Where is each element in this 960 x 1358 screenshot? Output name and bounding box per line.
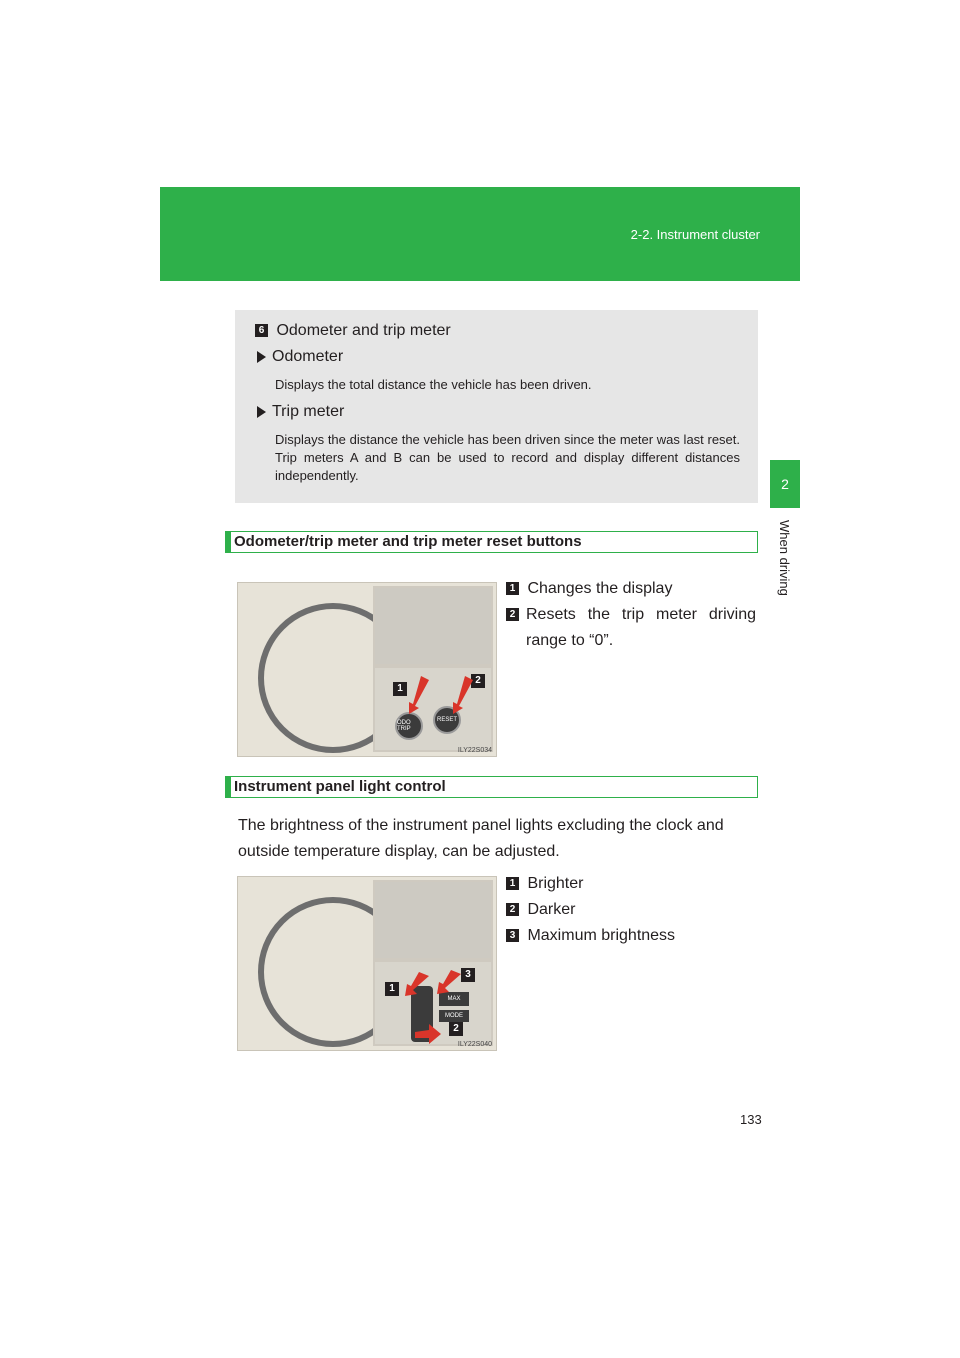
callout-1: 1 — [385, 982, 399, 996]
page-number: 133 — [740, 1112, 762, 1127]
section-heading-panel-light — [225, 776, 758, 798]
reset-button: RESET — [433, 706, 461, 734]
list-item-darker — [506, 897, 575, 923]
panel-closeup-inset — [373, 586, 493, 666]
section-header-title: 2-2. Instrument cluster — [630, 227, 760, 242]
list-item-1 — [506, 576, 672, 602]
list-item-maximum — [506, 923, 675, 949]
entry-trip-meter-text: Displays the distance the vehicle has been driven since the meter was last reset. Trip meters A and B can be used to record and display different distances independently. — [275, 432, 740, 483]
max-button: MAX — [439, 992, 469, 1006]
figure-code: ILY22S040 — [457, 1041, 492, 1048]
triangle-bullet-icon — [257, 351, 266, 363]
entry-odometer-label — [257, 348, 343, 366]
chapter-tab-label — [770, 520, 800, 640]
red-arrows-icon — [405, 676, 485, 716]
buttons-closeup-inset — [373, 666, 493, 752]
callout-1: 1 — [393, 682, 407, 696]
list-item-text: Maximum brightness — [527, 927, 676, 944]
entry-label: Odometer — [272, 348, 344, 365]
info-box — [235, 310, 758, 503]
list-item-2 — [506, 602, 756, 654]
entry-label: Trip meter — [272, 403, 345, 420]
chapter-tab-label-text: When driving — [777, 520, 792, 596]
entry-odometer-text: Displays the total distance the vehicle has been driven. — [275, 377, 592, 392]
number-marker-3: 3 — [506, 929, 519, 942]
list-item-text: Resets the trip meter driving range to “0”. — [526, 606, 756, 649]
number-marker-2: 2 — [506, 903, 519, 916]
entry-trip-meter-label — [257, 403, 344, 421]
triangle-bullet-icon — [257, 406, 266, 418]
mode-button: MODE — [439, 1010, 469, 1022]
callout-2: 2 — [449, 1022, 463, 1036]
section-body-text: The brightness of the instrument panel lights excluding the clock and outside temperature display, can be adjusted. — [238, 817, 724, 860]
figure-code: ILY22S034 — [457, 747, 492, 754]
list-item-text: Changes the display — [527, 580, 673, 597]
info-box-title: Odometer and trip meter — [276, 322, 451, 339]
figure-reset-buttons — [237, 582, 497, 757]
list-item-text: Darker — [527, 901, 576, 918]
odo-trip-button: ODO TRIP — [395, 712, 423, 740]
section-title: Odometer/trip meter and trip meter reset buttons — [234, 533, 582, 550]
number-marker-1: 1 — [506, 877, 519, 890]
number-marker-1: 1 — [506, 582, 519, 595]
list-item-text: Brighter — [527, 875, 584, 892]
header-band — [160, 187, 800, 281]
info-box-heading — [255, 322, 451, 340]
number-marker-2: 2 — [506, 608, 519, 621]
red-arrows-icon — [395, 966, 485, 1046]
callout-2: 2 — [471, 674, 485, 688]
section-heading-reset-buttons — [225, 531, 758, 553]
dial-closeup-inset — [373, 960, 493, 1046]
chapter-tab-number: 2 — [770, 460, 800, 508]
list-item-brighter — [506, 871, 583, 897]
figure-panel-light — [237, 876, 497, 1051]
number-marker-6: 6 — [255, 324, 268, 337]
section-title: Instrument panel light control — [234, 778, 446, 795]
callout-3: 3 — [461, 968, 475, 982]
panel-closeup-inset — [373, 880, 493, 960]
